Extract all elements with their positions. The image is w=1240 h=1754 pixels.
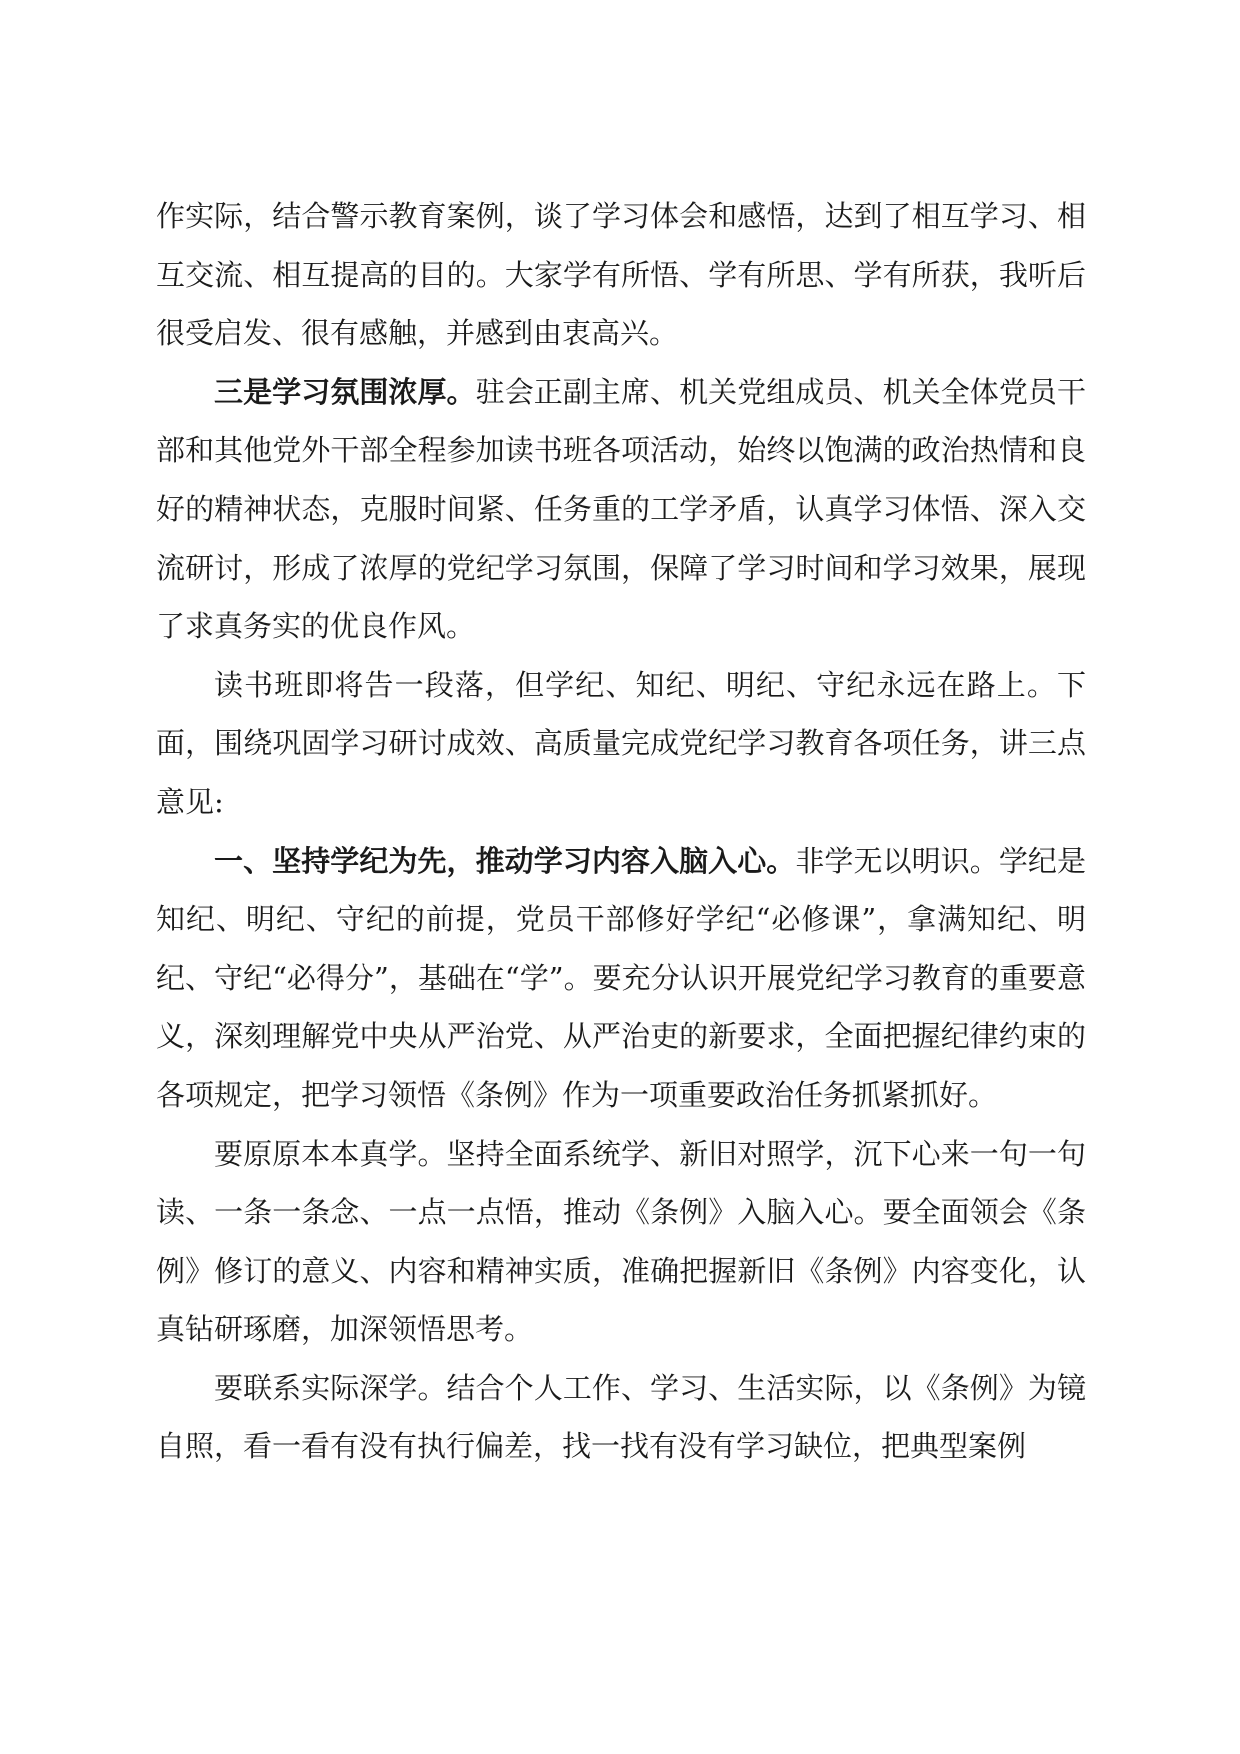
paragraph-study-thoroughly	[156, 1125, 1086, 1359]
paragraph-study-atmosphere	[156, 363, 1086, 656]
paragraph-text: 驻会正副主席、机关党组成员、机关全体党员干部和其他党外干部全程参加读书班各项活动，始终以饱满的政治热情和良好的精神状态，克服时间紧、任务重的工学矛盾，认真学习体悟、深入交流研讨，形成了浓厚的党纪学习氛围，保障了学习时间和学习效果，展现了求真务实的优良作风。	[156, 374, 1086, 644]
paragraph-text: 非学无以明识。学纪是知纪、明纪、守纪的前提，党员干部修好学纪“必修课”，拿满知纪、明纪、守纪“必得分”，基础在“学”。要充分认识开展党纪学习教育的重要意义，深刻理解党中央从严治党、从严治吏的新要求，全面把握纪律约束的各项规定，把学习领悟《条例》作为一项重要政治任务抓紧抓好。	[156, 843, 1086, 1112]
paragraph-lead-heading: 三是学习氛围浓厚。	[214, 374, 476, 409]
document-page	[156, 187, 1086, 1476]
paragraph-text: 作实际，结合警示教育案例，谈了学习体会和感悟，达到了相互学习、相互交流、相互提高的目的。大家学有所悟、学有所思、学有所获，我听后很受启发、很有感触，并感到由衷高兴。	[156, 199, 1086, 351]
paragraph-text: 要原原本本真学。坚持全面系统学、新旧对照学，沉下心来一句一句读、一条一条念、一点一点悟，推动《条例》入脑入心。要全面领会《条例》修订的意义、内容和精神实质，准确把握新旧《条例》内容变化，认真钻研琢磨，加深领悟思考。	[156, 1136, 1086, 1347]
paragraph-transition	[156, 656, 1086, 832]
paragraph-study-practically	[156, 1359, 1086, 1476]
paragraph-text: 读书班即将告一段落，但学纪、知纪、明纪、守纪永远在路上。下面，围绕巩固学习研讨成效、高质量完成党纪学习教育各项任务，讲三点意见:	[156, 667, 1086, 819]
paragraph-text: 要联系实际深学。结合个人工作、学习、生活实际，以《条例》为镜自照，看一看有没有执行偏差，找一找有没有学习缺位，把典型案例	[156, 1370, 1086, 1464]
paragraph-continuation	[156, 187, 1086, 363]
section-heading: 一、坚持学纪为先，推动学习内容入脑入心。	[214, 843, 796, 878]
paragraph-section-one	[156, 832, 1086, 1125]
